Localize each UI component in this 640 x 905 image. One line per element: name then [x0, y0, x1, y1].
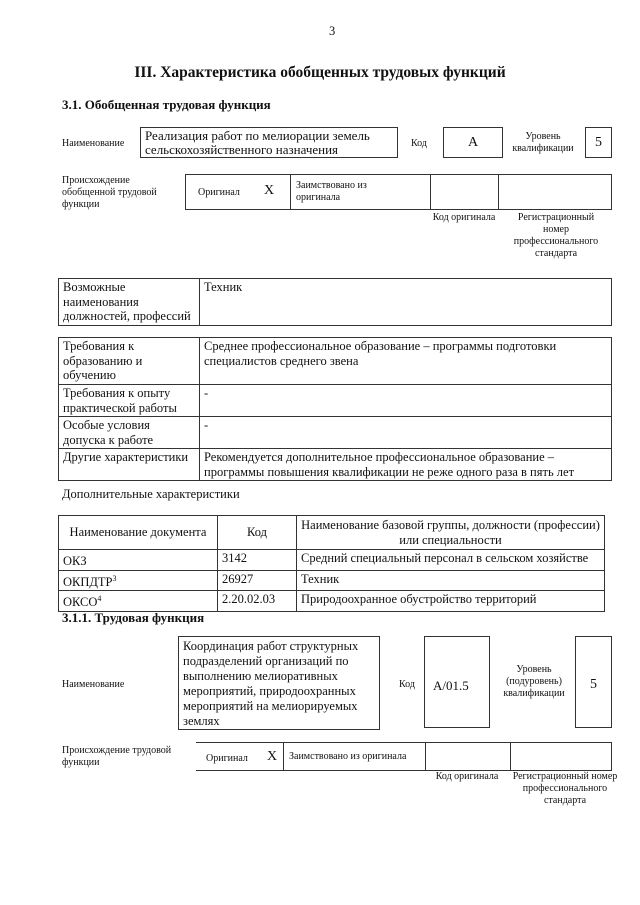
tf-reg-number-caption: Регистрационный номер профессионального стандарта — [512, 771, 618, 806]
gtf-origin-label: Происхождение обобщенной трудовой функции — [62, 175, 157, 210]
tf-heading: 3.1.1. Трудовая функция — [62, 610, 205, 625]
gtf-level-label: Уровень квалификации — [512, 131, 574, 154]
table-row — [59, 570, 605, 591]
code: 26927 — [218, 570, 297, 591]
positions-table — [58, 278, 612, 326]
tf-orig-code-caption: Код оригинала — [435, 771, 499, 782]
gtf-name-value: Реализация работ по мелиорации земель сельскохозяйственного назначения — [140, 127, 398, 158]
req-label: Требования к образованию и обучению — [59, 338, 200, 385]
tf-original-mark: X — [267, 749, 278, 764]
positions-label: Возможные наименования должностей, профессий — [59, 279, 200, 326]
doc: ОКСО — [63, 595, 98, 610]
additional-table — [58, 515, 605, 612]
code: 2.20.02.03 — [218, 591, 297, 612]
req-label: Особые условия допуска к работе — [59, 417, 200, 449]
additional-heading: Дополнительные характеристики — [62, 487, 240, 501]
tf-code-label: Код — [399, 679, 415, 690]
gtf-orig-code-caption: Код оригинала — [432, 212, 496, 223]
table-row — [59, 591, 605, 612]
divider — [430, 175, 431, 209]
tf-name-value: Координация работ структурных подразделений организаций по выполнению мелиоративных мероприятий, природоохранных мероприятий на мелиорируемых землях — [178, 636, 380, 730]
gtf-borrowed-label: Заимствовано из оригинала — [296, 180, 367, 203]
doc: ОКПДТР — [63, 574, 113, 589]
header-name: Наименование базовой группы, должности (профессии) или специальности — [297, 516, 605, 550]
name: Природоохранное обустройство территорий — [297, 591, 605, 612]
table-row — [59, 550, 605, 571]
gtf-original-mark: X — [264, 183, 275, 198]
tf-original-label: Оригинал — [206, 753, 248, 764]
req-value: Рекомендуется дополнительное профессиональное образование – программы повышения квалификации не реже одного раза в пять лет — [200, 449, 612, 481]
gtf-name-label: Наименование — [62, 138, 125, 149]
tf-code-value: A/01.5 — [424, 636, 490, 728]
divider — [510, 743, 511, 770]
requirements-table — [58, 337, 612, 481]
name: Техник — [297, 570, 605, 591]
req-value: - — [200, 417, 612, 449]
footnote: 4 — [97, 594, 102, 604]
tf-origin-table — [196, 742, 612, 771]
name: Средний специальный персонал в сельском хозяйстве — [297, 550, 605, 571]
req-label: Требования к опыту практической работы — [59, 385, 200, 417]
tf-level-value: 5 — [575, 636, 612, 728]
req-value: Среднее профессиональное образование – программы подготовки специалистов среднего звена — [200, 338, 612, 385]
section-title: III. Характеристика обобщенных трудовых функций — [134, 64, 506, 81]
positions-value: Техник — [200, 279, 612, 326]
code: 3142 — [218, 550, 297, 571]
doc: ОКЗ — [63, 554, 87, 569]
divider — [290, 175, 291, 209]
divider — [498, 175, 499, 209]
divider — [425, 743, 426, 770]
tf-level-label: Уровень (подуровень) квалификации — [503, 664, 565, 699]
gtf-origin-table — [185, 174, 612, 210]
tf-name-label: Наименование — [62, 679, 125, 690]
page-number: 3 — [329, 24, 336, 38]
gtf-code-value: А — [443, 127, 503, 158]
gtf-code-label: Код — [411, 138, 427, 149]
gtf-heading: 3.1. Обобщенная трудовая функция — [62, 97, 271, 112]
header-document: Наименование документа — [59, 516, 218, 550]
tf-borrowed-label: Заимствовано из оригинала — [289, 751, 407, 762]
req-value: - — [200, 385, 612, 417]
gtf-level-value: 5 — [585, 127, 612, 158]
gtf-reg-number-caption: Регистрационный номер профессионального стандарта — [513, 212, 599, 259]
req-label: Другие характеристики — [59, 449, 200, 481]
divider — [283, 743, 284, 770]
header-code: Код — [218, 516, 297, 550]
footnote: 3 — [112, 573, 117, 583]
gtf-original-label: Оригинал — [198, 187, 240, 198]
tf-origin-label: Происхождение трудовой функции — [62, 745, 172, 768]
